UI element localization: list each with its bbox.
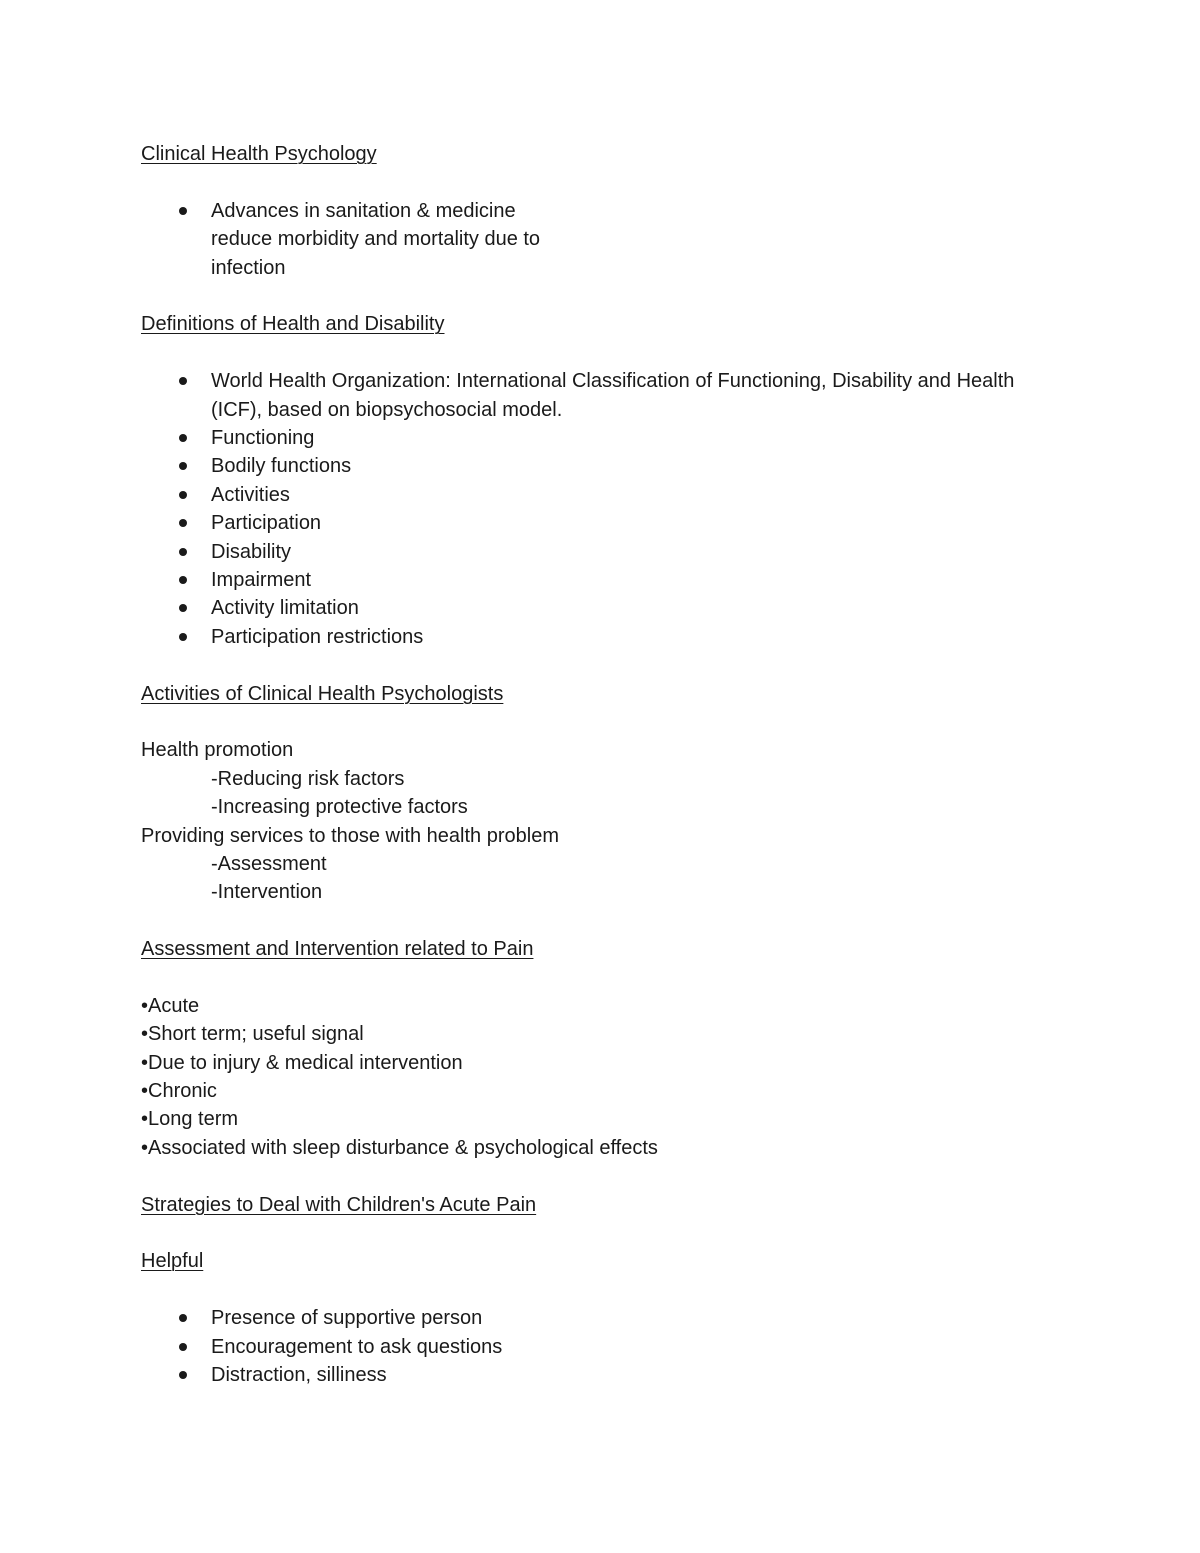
pain-line: •Due to injury & medical intervention xyxy=(141,1051,463,1074)
list-item: Presence of supportive person xyxy=(141,1304,1071,1332)
bullet-icon xyxy=(179,576,187,584)
bullet-icon xyxy=(179,1314,187,1322)
heading-pain: Assessment and Intervention related to Pain xyxy=(141,938,534,961)
bullet-icon xyxy=(179,633,187,641)
activity-subline: -Reducing risk factors xyxy=(211,767,405,790)
list-item: Distraction, silliness xyxy=(141,1361,1071,1389)
bullet-icon xyxy=(179,1371,187,1379)
list-item: Encouragement to ask questions xyxy=(141,1333,1071,1361)
pain-line: •Long term xyxy=(141,1108,239,1131)
pain-line: •Associated with sleep disturbance & psychological effects xyxy=(141,1136,658,1159)
activity-line: Health promotion xyxy=(141,739,294,762)
list-strategies xyxy=(141,1304,1071,1389)
pain-line: •Acute xyxy=(141,994,200,1017)
bullet-icon xyxy=(179,519,187,527)
list-item: Participation xyxy=(141,509,1071,537)
heading-strategies: Strategies to Deal with Children's Acute Pain xyxy=(141,1193,537,1216)
bullet-icon xyxy=(179,207,187,215)
pain-line: •Chronic xyxy=(141,1080,217,1103)
activity-subline: -Intervention xyxy=(211,881,323,904)
heading-clinical-health-psychology: Clinical Health Psychology xyxy=(141,143,377,165)
list-item: Bodily functions xyxy=(141,452,1071,480)
list-item: Activities xyxy=(141,481,1071,509)
bullet-icon xyxy=(179,604,187,612)
bullet-icon xyxy=(179,377,187,385)
list-definitions xyxy=(141,367,1071,651)
bullet-icon xyxy=(179,548,187,556)
list-item: Disability xyxy=(141,538,1071,566)
list-item: Participation restrictions xyxy=(141,623,1071,651)
heading-activities: Activities of Clinical Health Psychologists xyxy=(141,682,504,705)
heading-definitions: Definitions of Health and Disability xyxy=(141,313,445,336)
list-item: Impairment xyxy=(141,566,1071,594)
bullet-icon xyxy=(179,491,187,499)
list-item: Advances in sanitation & medicine reduce morbidity and mortality due to infection xyxy=(141,197,1071,282)
list-item: Activity limitation xyxy=(141,594,1071,622)
list-item: World Health Organization: International Classification of Functioning, Disability and Health (ICF), based on biopsychosocial model. xyxy=(141,367,1071,424)
bullet-icon xyxy=(179,1343,187,1351)
document-page xyxy=(141,140,1071,1389)
bullet-icon xyxy=(179,434,187,442)
list-item: Functioning xyxy=(141,424,1071,452)
activity-subline: -Increasing protective factors xyxy=(211,796,468,819)
bullet-icon xyxy=(179,462,187,470)
list-clinical xyxy=(141,197,1071,282)
activity-subline: -Assessment xyxy=(211,852,327,875)
pain-line: •Short term; useful signal xyxy=(141,1023,364,1046)
activity-line: Providing services to those with health problem xyxy=(141,824,559,847)
subheading-helpful: Helpful xyxy=(141,1250,204,1273)
